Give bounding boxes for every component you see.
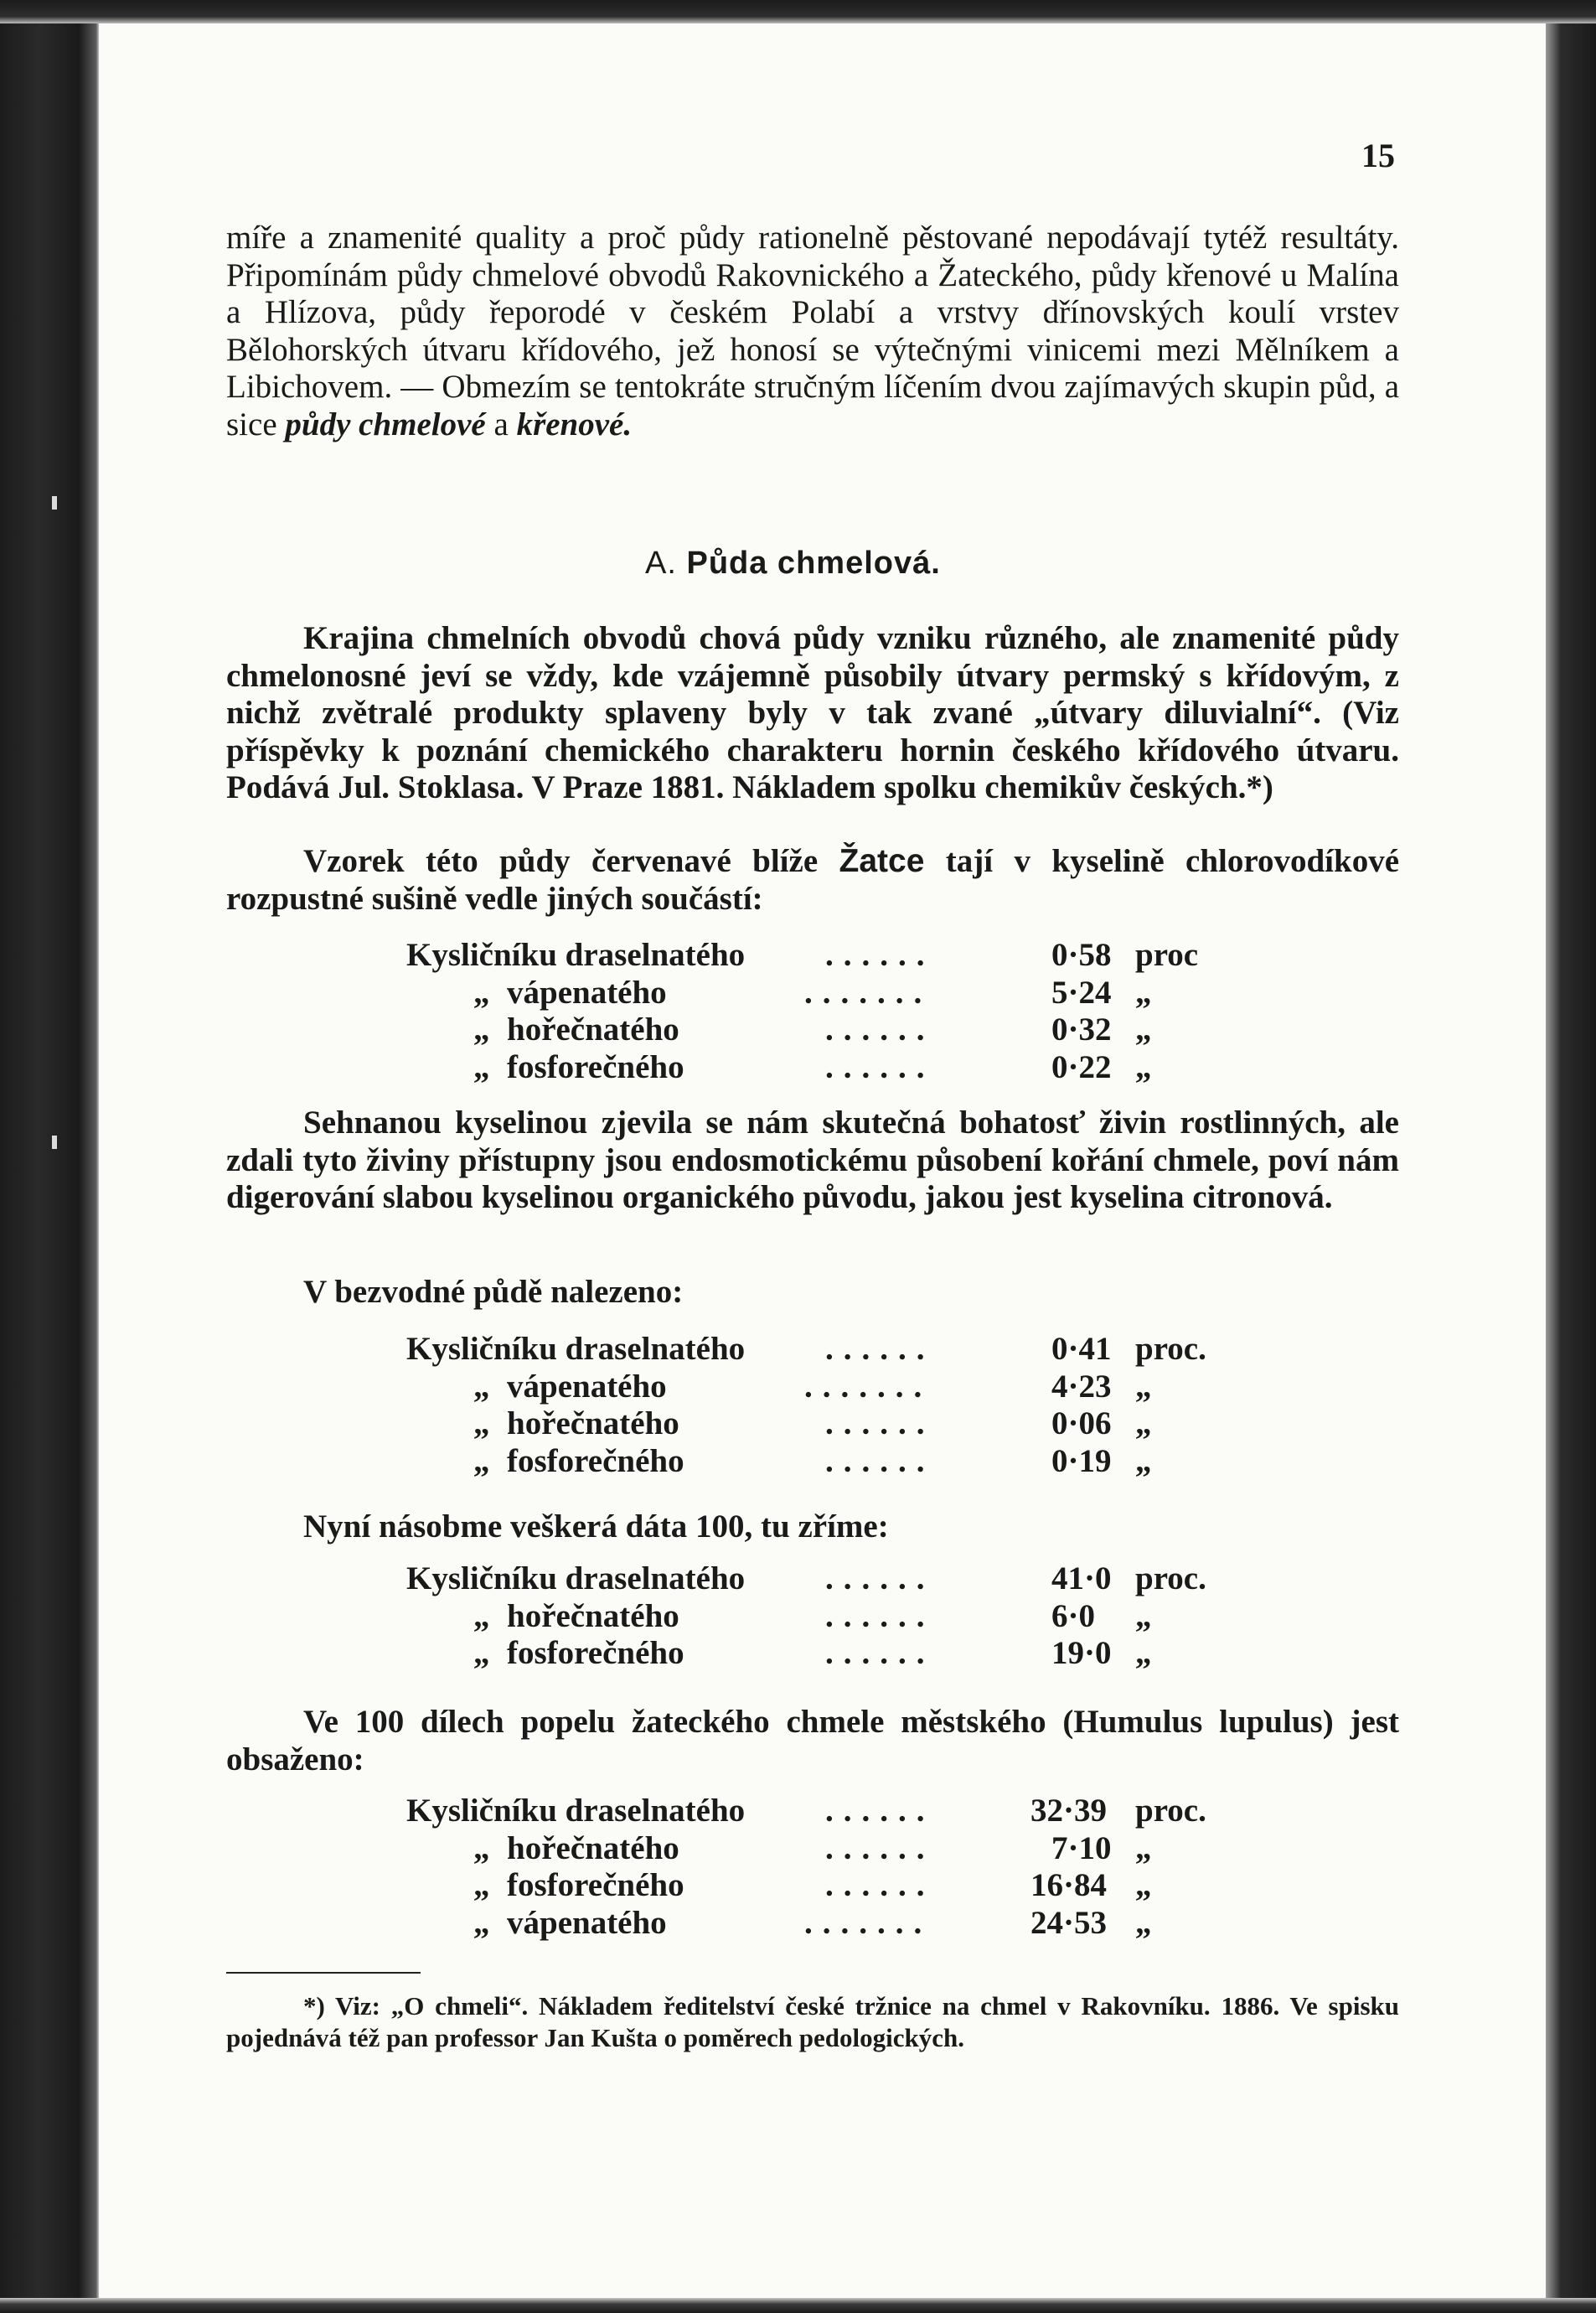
unit-label: „: [1135, 1635, 1152, 1671]
ditto-mark: „: [473, 1867, 490, 1903]
unit-label: „: [1135, 1012, 1152, 1048]
scan-mark: [52, 496, 57, 510]
footnote: *) Viz: „O chmeli“. Nákladem ředitelství české tržnice na chmel v Rakovníku. 1886. Ve spisku pojednává též pan professor Jan Kušta o poměrech pedologických.: [226, 1991, 1399, 2052]
percentage-value: 41·0: [1051, 1560, 1112, 1596]
unit-label: „: [1135, 1442, 1152, 1479]
leader-dots: ......: [825, 1012, 935, 1048]
unit-label: proc.: [1135, 1331, 1206, 1367]
page-number: 15: [1361, 137, 1395, 174]
unit-label: proc: [1135, 937, 1199, 973]
compound-name: fosforečného: [507, 1635, 684, 1671]
ditto-mark: „: [473, 974, 490, 1011]
unit-label: „: [1135, 1904, 1152, 1941]
heading-title: Půda chmelová.: [686, 546, 941, 581]
section-heading: [645, 546, 941, 582]
scan-edge-bottom: [0, 2298, 1596, 2313]
footnote-divider: [226, 1972, 421, 1974]
ditto-mark: „: [473, 1368, 490, 1405]
unit-label: proc.: [1135, 1560, 1206, 1596]
leader-dots: .......: [804, 1904, 932, 1941]
compound-name: hořečnatého: [507, 1597, 679, 1634]
percentage-value: 0·22: [1051, 1048, 1112, 1085]
compound-name: vápenatého: [507, 1368, 667, 1405]
percentage-value: 0·58: [1051, 937, 1112, 973]
unit-label: „: [1135, 1597, 1152, 1634]
intro-and: a: [493, 406, 509, 442]
heading-prefix: A.: [645, 546, 677, 581]
paragraph-krajina: Krajina chmelních obvodů chová půdy vzniku různého, ale znamenité půdy chmelonosné jeví se vždy, kde vzájemně působily útvary permský s křídovým, z nichž zvětralé produkty splaveny byly v tak zvané „útvary diluvialní“. (Viz příspěvky k poznání chemického charakteru hornin českého křídového útvaru. Podává Jul. Stoklasa. V Praze 1881. Nákladem spolku chemikův českých.*): [226, 620, 1399, 805]
leader-dots: ......: [825, 1635, 935, 1671]
leader-dots: ......: [825, 1560, 935, 1596]
unit-label: „: [1135, 1829, 1152, 1866]
unit-label: „: [1135, 1405, 1152, 1441]
percentage-value: 5·24: [1051, 974, 1112, 1011]
compound-name: fosforečného: [507, 1048, 684, 1085]
percentage-value: 0·32: [1051, 1012, 1112, 1048]
unit-label: „: [1135, 1048, 1152, 1085]
percentage-value: 24·53: [1030, 1904, 1108, 1941]
leader-dots: ......: [825, 937, 935, 973]
paragraph-sehnanou: Sehnanou kyselinou zjevila se nám skutečná bohatosť živin rostlinných, ale zdali tyto živiny přístupny jsou endosmotickému působení kořání chmele, poví nám digerování slabou kyselinou organického původu, jakou jest kyselina citronová.: [226, 1105, 1399, 1215]
scan-edge-top: [0, 0, 1596, 23]
ditto-mark: „: [473, 1597, 490, 1634]
leader-dots: ......: [825, 1597, 935, 1634]
paragraph-vzorek: [226, 843, 1399, 918]
compound-name: fosforečného: [507, 1867, 684, 1903]
percentage-value: 0·19: [1051, 1442, 1112, 1479]
vzorek-text-b: tají v kyselině chlorovodíkové rozpustné sušině vedle jiných součástí:: [226, 843, 1400, 917]
intro-text: míře a znamenité quality a proč půdy rationelně pěstované nepodávají tytéž resultáty. Připomínám půdy chmelové obvodů Rakovnického a Žateckého, půdy křenové u Malína a Hlízova, půdy řeporodé v českém Polabí a vrstvy dřínovských koulí vrstev Bělohorských útvaru křídového, jež honosí se výtečnými vinicemi mezi Mělníkem a Libichovem. — Obmezím se tentokráte stručným líčením dvou zajímavých skupin půd, a sice: [226, 220, 1399, 442]
percentage-value: 19·0: [1051, 1635, 1112, 1671]
intro-emphasis-1: půdy chmelové: [285, 406, 486, 442]
compound-name: hořečnatého: [507, 1012, 679, 1048]
leader-dots: ......: [825, 1793, 935, 1829]
leader-dots: ......: [825, 1829, 935, 1866]
leader-dots: .......: [804, 974, 932, 1011]
intro-emphasis-2: křenové.: [516, 406, 633, 442]
vzorek-text-a: Vzorek této půdy červenavé blíže: [303, 843, 819, 879]
intro-paragraph: [226, 220, 1399, 443]
paragraph-nasobme: Nyní násobme veškerá dáta 100, tu zříme:: [303, 1508, 889, 1545]
leader-dots: ......: [825, 1331, 935, 1367]
percentage-value: 16·84: [1030, 1867, 1108, 1903]
ditto-mark: „: [473, 1442, 490, 1479]
percentage-value: 7·10: [1051, 1829, 1112, 1866]
percentage-value: 32·39: [1030, 1793, 1108, 1829]
ditto-mark: „: [473, 1405, 490, 1441]
compound-name: Kysličníku draselnatého: [406, 1793, 746, 1829]
percentage-value: 6·0: [1051, 1597, 1096, 1634]
scan-edge-left: [0, 0, 99, 2313]
leader-dots: .......: [804, 1368, 932, 1405]
leader-dots: ......: [825, 1048, 935, 1085]
compound-name: hořečnatého: [507, 1829, 679, 1866]
unit-label: proc.: [1135, 1793, 1206, 1829]
compound-name: Kysličníku draselnatého: [406, 1560, 746, 1596]
unit-label: „: [1135, 974, 1152, 1011]
ditto-mark: „: [473, 1048, 490, 1085]
percentage-value: 4·23: [1051, 1368, 1112, 1405]
compound-name: fosforečného: [507, 1442, 684, 1479]
unit-label: „: [1135, 1867, 1152, 1903]
vzorek-zatce: Žatce: [839, 843, 925, 879]
leader-dots: ......: [825, 1442, 935, 1479]
scan-mark: [52, 1136, 57, 1149]
scan-edge-right: [1546, 0, 1596, 2313]
percentage-value: 0·41: [1051, 1331, 1112, 1367]
compound-name: vápenatého: [507, 1904, 667, 1941]
compound-name: Kysličníku draselnatého: [406, 937, 746, 973]
ditto-mark: „: [473, 1829, 490, 1866]
leader-dots: ......: [825, 1867, 935, 1903]
compound-name: vápenatého: [507, 974, 667, 1011]
percentage-value: 0·06: [1051, 1405, 1112, 1441]
leader-dots: ......: [825, 1405, 935, 1441]
ditto-mark: „: [473, 1904, 490, 1941]
unit-label: „: [1135, 1368, 1152, 1405]
ditto-mark: „: [473, 1635, 490, 1671]
paragraph-bezvodne: V bezvodné půdě nalezeno:: [303, 1274, 684, 1310]
compound-name: hořečnatého: [507, 1405, 679, 1441]
ditto-mark: „: [473, 1012, 490, 1048]
compound-name: Kysličníku draselnatého: [406, 1331, 746, 1367]
paragraph-ve-100: Ve 100 dílech popelu žateckého chmele městského (Humulus lupulus) jest obsaženo:: [226, 1704, 1399, 1777]
